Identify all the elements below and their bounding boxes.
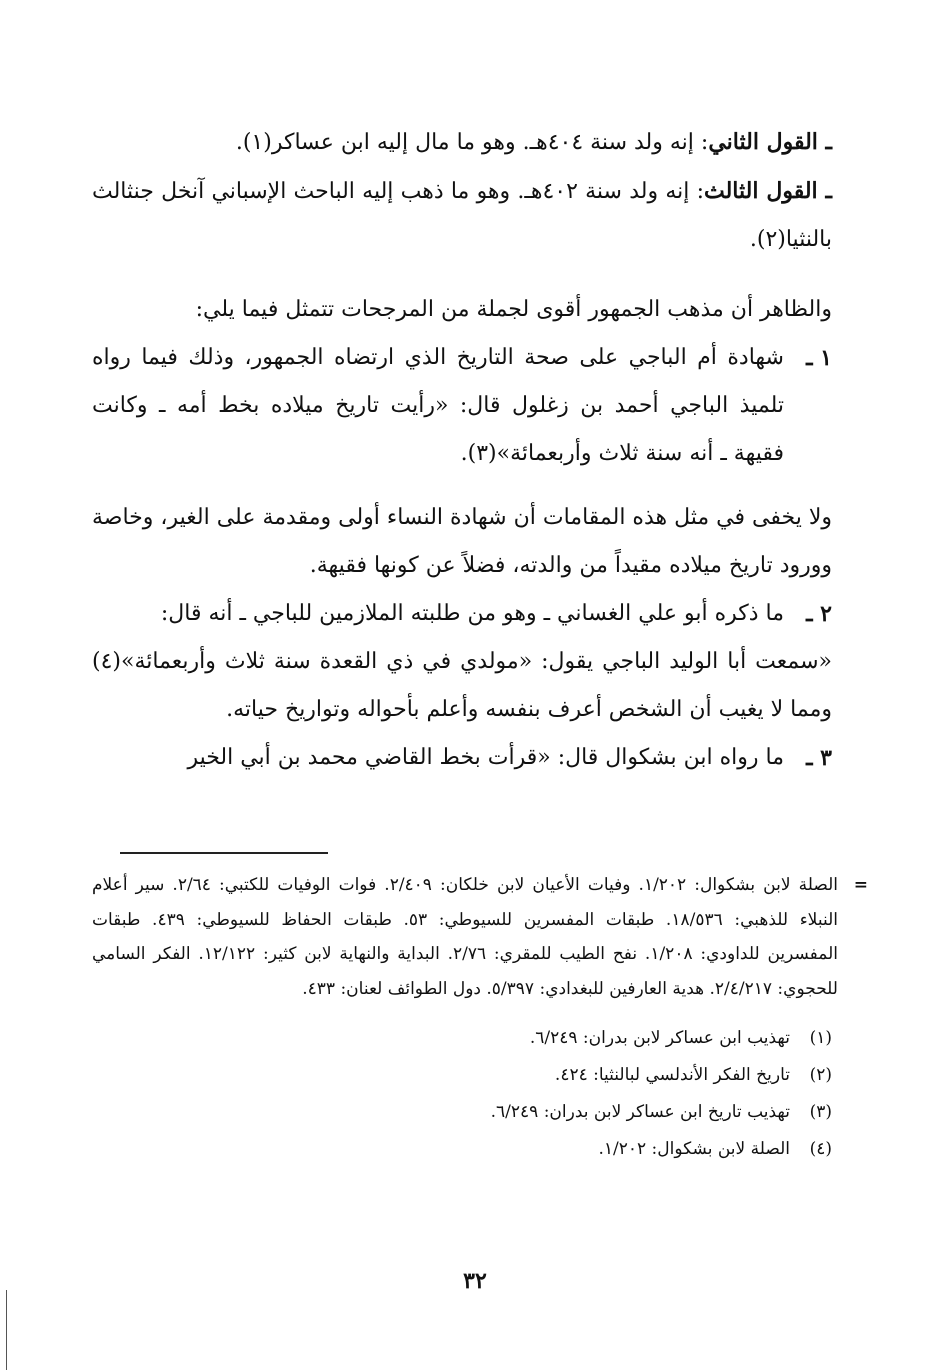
scan-edge-line [6, 1290, 7, 1370]
second-opinion-lead: ـ القول الثاني [708, 129, 832, 155]
third-opinion-lead: ـ القول الثالث [704, 178, 832, 204]
list-item-1 [92, 334, 832, 478]
footnote-number: (٣) [809, 1102, 832, 1122]
footnote-continuation [92, 868, 868, 1006]
paragraph-conclusion: والظاهر أن مذهب الجمهور أقوى لجملة من المرجحات تتمثل فيما يلي: [195, 297, 832, 322]
footnote-1 [92, 1020, 832, 1057]
list-text-1: شهادة أم الباجي على صحة التاريخ الذي ارتضاه الجمهور، وذلك فيما رواه تلميذ الباجي أحمد بن زغلول قال: «رأيت تاريخ ميلاده بخط أمه ـ وكانت فقيهة ـ أنه سنة ثلاث وأربعمائة»(٣). [92, 345, 784, 466]
footnote-divider [120, 852, 328, 854]
list-text-2: ما ذكره أبو علي الغساني ـ وهو من طلبته الملازمين للباجي ـ أنه قال: [160, 601, 784, 626]
paragraph-second-opinion [92, 118, 832, 167]
third-opinion-text: : إنه ولد سنة ٤٠٢هـ. وهو ما ذهب إليه الباحث الإسباني آنخل جنثالث بالنثيا(٢). [92, 179, 832, 252]
footnote-text: تهذيب ابن عساكر لابن بدران: ٦/٢٤٩. [529, 1028, 790, 1048]
footnote-4 [92, 1131, 832, 1168]
footnote-text: الصلة لابن بشكوال: ١/٢٠٢. [598, 1139, 790, 1159]
continuation-mark: = [853, 875, 868, 895]
footnote-number: (٤) [809, 1139, 832, 1159]
continuation-text: الصلة لابن بشكوال: ١/٢٠٢. وفيات الأعيان لابن خلكان: ٢/٤٠٩. فوات الوفيات للكتبي: ٢/٦٤. سير أعلام النبلاء للذهبي: ١٨/٥٣٦. طبقات المفسرين للسيوطي: ٥٣. طبقات الحفاظ للسيوطي: ٤٣٩. طبقات المفسرين للداودي: ١/٢٠٨. نفح الطيب للمقري: ٢/٧٦. البداية والنهاية لابن كثير: ١٢/١٢٢. الفكر السامي للحجوي: ٢/٤/٢١٧. هدية العارفين للبغدادي: ٥/٣٩٧. دول الطوائف لعنان: ٤٣٣. [92, 875, 838, 999]
footnote-text: تاريخ الفكر الأندلسي لبالنثيا: ٤٢٤. [554, 1065, 790, 1085]
list-item-3 [92, 734, 832, 782]
main-text [92, 118, 832, 782]
list-number-3: ٣ ـ [806, 745, 832, 771]
footnote-number: (١) [809, 1028, 832, 1048]
list-number-1: ١ ـ [806, 345, 832, 371]
footnote-list [92, 1020, 832, 1168]
paragraph-women-testimony: ولا يخفى في مثل هذه المقامات أن شهادة النساء أولى ومقدمة على الغير، وخاصة وورود تاريخ ميلاده مقيداً من والدته، فضلاً عن كونها فقيهة. [92, 505, 832, 578]
second-opinion-text: : إنه ولد سنة ٤٠٤هـ. وهو ما مال إليه ابن عساكر(١). [235, 130, 709, 155]
paragraph-third-opinion [92, 167, 832, 264]
footnote-number: (٢) [809, 1065, 832, 1085]
list-item-2 [92, 590, 832, 638]
footnote-2 [92, 1057, 832, 1094]
footnote-3 [92, 1094, 832, 1131]
list-text-3: ما رواه ابن بشكوال قال: «قرأت بخط القاضي محمد بن أبي الخير [187, 745, 784, 770]
footnotes-section [92, 868, 868, 1168]
page-number: ٣٢ [463, 1268, 487, 1294]
footnote-text: تهذيب تاريخ ابن عساكر لابن بدران: ٦/٢٤٩. [490, 1102, 790, 1122]
list-number-2: ٢ ـ [806, 601, 832, 627]
paragraph-quote-baji: «سمعت أبا الوليد الباجي يقول: «مولدي في ذي القعدة سنة ثلاث وأربعمائة»(٤) ومما لا يغيب أن الشخص أعرف بنفسه وأعلم بأحواله وتواريخ حياته. [92, 649, 832, 722]
